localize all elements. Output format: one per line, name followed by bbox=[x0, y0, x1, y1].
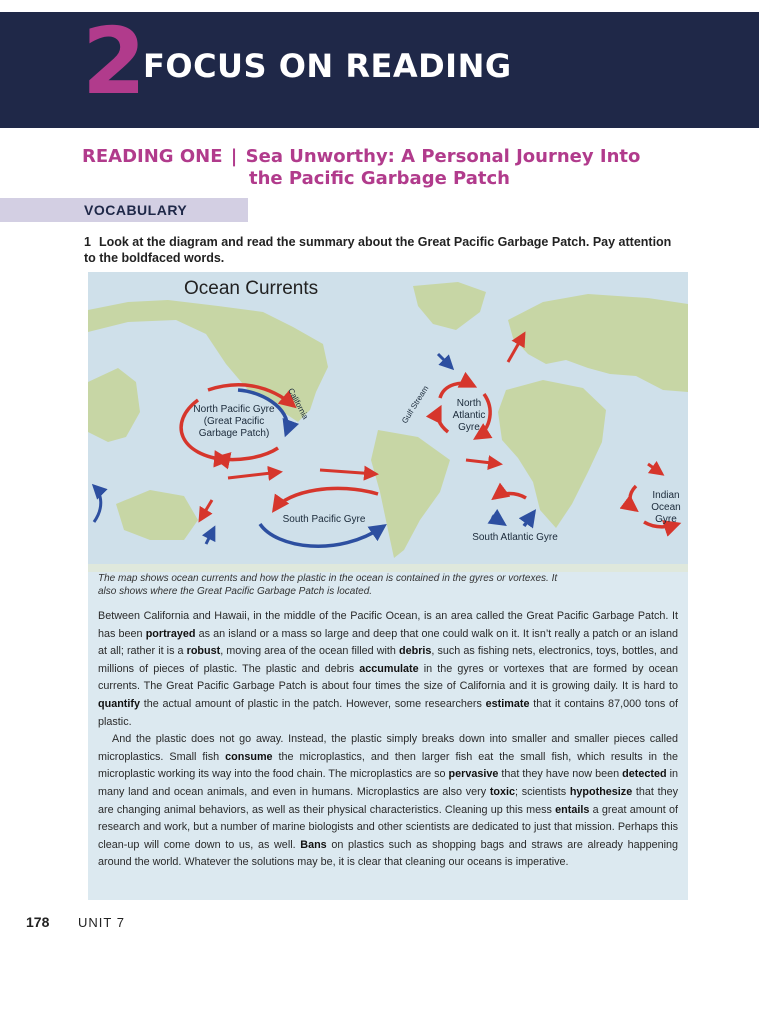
vocab-word: robust bbox=[186, 645, 221, 658]
header-edge bbox=[756, 12, 759, 128]
summary-text-run: , moving area of the ocean filled with bbox=[220, 645, 400, 658]
reading-title-line2: the Pacific Garbage Patch bbox=[249, 168, 510, 189]
summary-text-run: that it contains 87,000 tons of plastic. bbox=[98, 697, 678, 728]
summary-text-run: that they have now been bbox=[498, 768, 623, 781]
page-number: 178 bbox=[26, 914, 50, 930]
summary-text-run: Between California and Hawaii, in the middle of the Pacific Ocean, is an area called the Great Pacific Garbage Patch. It has been bbox=[98, 610, 678, 640]
antarctica bbox=[88, 564, 688, 572]
vocab-word: quantify bbox=[98, 697, 140, 710]
vocab-word: estimate bbox=[485, 697, 530, 710]
summary-text-run: , such as fishing nets, electronics, toys, bottles, and millions of pieces of plastic. The plastic and debris bbox=[98, 645, 679, 675]
vocab-word: accumulate bbox=[359, 662, 419, 675]
summary-paragraph-2 bbox=[98, 731, 678, 872]
summary-text-run: as an island or a mass so large and deep that one could walk on it. It isn’t really a patch or an island at all; rather it is a bbox=[98, 627, 678, 658]
reading-heading bbox=[82, 146, 722, 190]
summary-paragraph-1 bbox=[98, 608, 678, 731]
summary-text-run: the actual amount of plastic in the patch. However, some researchers bbox=[140, 697, 486, 710]
north-atlantic-gyre-label: North Atlantic Gyre bbox=[452, 398, 486, 433]
summary-text-run: in the gyres or vortexes that are formed by ocean currents. The Great Pacific Garbage Patch is about four times the size of California and it is growing daily. It is hard to bbox=[98, 662, 678, 693]
reading-panel bbox=[88, 272, 688, 900]
summary-text-run: a great amount of research and work, but a number of marine biologists and other scientists are dedicated to just that mission. Perhaps this clean-up will come down to us, as well. bbox=[98, 803, 678, 851]
instruction bbox=[84, 234, 684, 266]
south-atlantic-gyre-label: South Atlantic Gyre bbox=[472, 532, 558, 543]
reading-separator: | bbox=[230, 146, 238, 167]
section-label: VOCABULARY bbox=[84, 202, 188, 218]
gulf-stream-label: Gulf Stream bbox=[400, 384, 431, 426]
instruction-text: Look at the diagram and read the summary about the Great Pacific Garbage Patch. Pay attention to the boldfaced words. bbox=[84, 235, 672, 265]
unit-label: UNIT 7 bbox=[78, 915, 125, 930]
ocean-currents-map bbox=[88, 272, 688, 572]
vocab-word: Bans bbox=[300, 838, 327, 851]
vocab-word: portrayed bbox=[145, 627, 196, 640]
vocab-word: debris bbox=[399, 645, 432, 658]
reading-title-line1: Sea Unworthy: A Personal Journey Into bbox=[245, 146, 641, 167]
indian-ocean-gyre-label: Indian Ocean Gyre bbox=[651, 490, 681, 525]
summary-text bbox=[98, 608, 678, 872]
vocab-word: entails bbox=[555, 803, 590, 816]
vocab-word: pervasive bbox=[448, 768, 499, 781]
california-label: California bbox=[286, 386, 311, 421]
map-title: Ocean Currents bbox=[184, 278, 319, 299]
summary-text-run: the microplastics, and then larger fish eat the small fish, which results in the microplastic working its way into the food chain. The microplastics are so bbox=[98, 750, 678, 781]
vocab-word: hypothesize bbox=[569, 785, 633, 798]
summary-text-run: ; scientists bbox=[515, 785, 570, 798]
summary-text-run: that they are changing animal behaviors, as well as their physical characteristics. Cleaning up this mess bbox=[98, 785, 679, 816]
north-pacific-gyre-label: North Pacific Gyre (Great Pacific Garbage Patch) bbox=[193, 404, 275, 439]
world-map bbox=[88, 272, 688, 572]
chapter-title: FOCUS ON READING bbox=[143, 47, 512, 85]
vocab-word: detected bbox=[622, 768, 667, 781]
south-pacific-gyre-label: South Pacific Gyre bbox=[282, 514, 366, 525]
summary-text-run: And the plastic does not go away. Instead, the plastic simply breaks down into smaller and smaller pieces called microplastics. Small fish bbox=[98, 733, 678, 763]
vocab-word: toxic bbox=[489, 785, 516, 798]
summary-text-run: in many land and ocean animals, and even in humans. Microplastics are also very bbox=[98, 768, 678, 798]
summary-text-run: on plastics such as shopping bags and straws are already happening around the world. Whatever the solutions may be, it is clear that cleaning our oceans is imperative. bbox=[98, 838, 679, 869]
map-caption: The map shows ocean currents and how the plastic in the ocean is contained in the gyres or vortexes. It also shows where the Great Pacific Garbage Patch is located. bbox=[98, 573, 558, 597]
vocab-word: consume bbox=[225, 750, 273, 763]
chapter-number: 2 bbox=[82, 8, 147, 115]
instruction-number: 1 bbox=[84, 235, 91, 249]
reading-label: READING ONE bbox=[82, 146, 223, 167]
